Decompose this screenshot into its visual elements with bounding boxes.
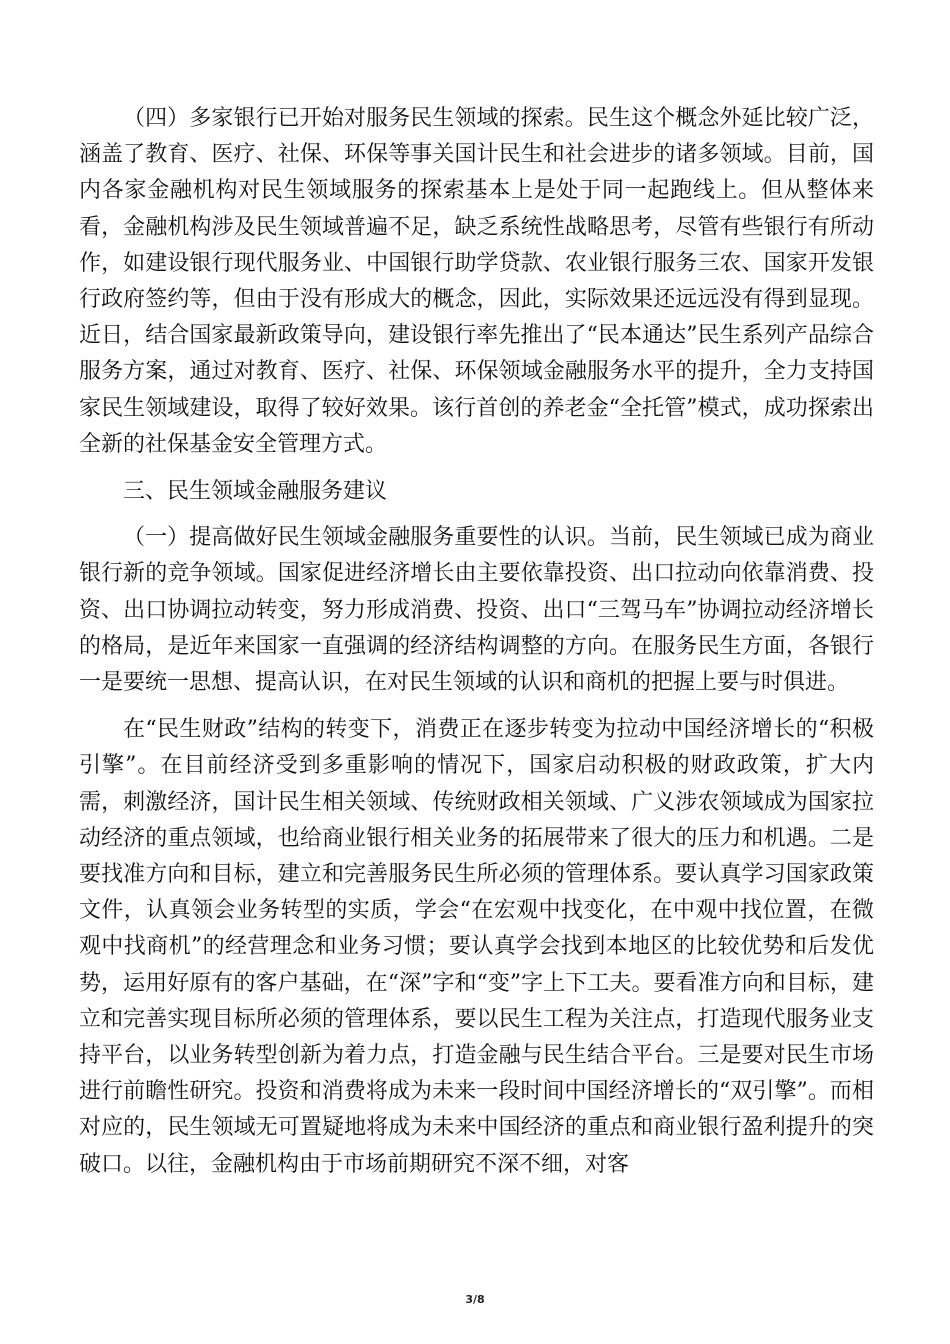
paragraph-services-exploration: （四）多家银行已开始对服务民生领域的探索。民生这个概念外延比较广泛，涵盖了教育、医疗、社保、环保等事关国计民生和社会进步的诸多领域。目前，国内各家金融机构对民生领域服务的探索基本上是处于同一起跑线上。但从整体来看，金融机构涉及民生领域普遍不足，缺乏系统性战略思考，尽管有些银行有所动作，如建设银行现代服务业、中国银行助学贷款、农业银行服务三农、国家开发银行政府签约等，但由于没有形成大的概念，因此，实际效果还远远没有得到显现。近日，结合国家最新政策导向，建设银行率先推出了“民本通达”民生系列产品综合服务方案，通过对教育、医疗、社保、环保领域金融服务水平的提升，全力支持国家民生领域建设，取得了较好效果。该行首创的养老金“全托管”模式，成功探索出全新的社保基金安全管理方式。 xyxy=(79,106,874,457)
paragraph-importance-awareness: （一）提高做好民生领域金融服务重要性的认识。当前，民生领域已成为商业银行新的竞争领域。国家促进经济增长由主要依靠投资、出口拉动向依靠消费、投资、出口协调拉动转变，努力形成消费、投资、出口“三驾马车”协调拉动经济增长的格局，是近年来国家一直强调的经济结构调整的方向。在服务民生方面，各银行一是要统一思想、提高认识，在对民生领域的认识和商机的把握上要与时俱进。 xyxy=(79,525,874,696)
section-heading-recommendations: 三、民生领域金融服务建议 xyxy=(123,479,388,505)
page-number: 3/8 xyxy=(465,1293,485,1306)
document-body xyxy=(79,101,874,1183)
paragraph-livelihood-finance: 在“民生财政”结构的转变下，消费正在逐步转变为拉动中国经济增长的“积极引擎”。在目前经济受到多重影响的情况下，国家启动积极的财政政策，扩大内需，刺激经济，国计民生相关领域、传统财政相关领域、广义涉农领域成为国家拉动经济的重点领域，也给商业银行相关业务的拓展带来了很大的压力和机遇。二是要找准方向和目标，建立和完善服务民生所必须的管理体系。要认真学习国家政策文件，认真领会业务转型的实质，学会“在宏观中找变化，在中观中找位置，在微观中找商机”的经营理念和业务习惯；要认真学会找到本地区的比较优势和后发优势，运用好原有的客户基础，在“深”字和“变”字上下工夫。要看准方向和目标，建立和完善实现目标所必须的管理体系，要以民生工程为关注点，打造现代服务业支持平台，以业务转型创新为着力点，打造金融与民生结合平台。三是要对民生市场进行前瞻性研究。投资和消费将成为未来一段时间中国经济增长的“双引擎”。而相对应的，民生领域无可置疑地将成为未来中国经济的重点和商业银行盈利提升的突破口。以往，金融机构由于市场前期研究不深不细，对客 xyxy=(79,717,874,1177)
